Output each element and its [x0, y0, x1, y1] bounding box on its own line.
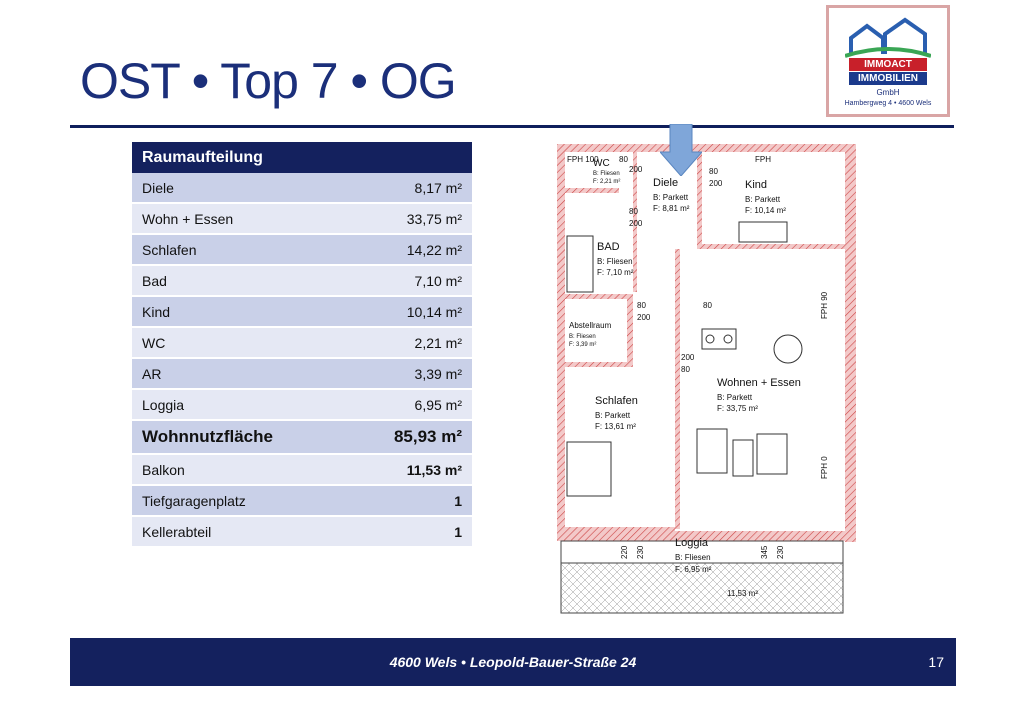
stove	[702, 329, 736, 349]
wall	[845, 152, 856, 542]
table-row	[132, 296, 472, 327]
table-row	[132, 203, 472, 234]
extra-value: 1	[312, 485, 472, 516]
room-area: 7,10 m²	[312, 265, 472, 296]
plan-dim: 345	[760, 545, 769, 559]
plan-label: FPH 90	[820, 291, 829, 319]
plan-dim: 80	[629, 207, 638, 216]
plan-room-floor: B: Parkett	[653, 193, 689, 202]
plan-room-area: F: 10,14 m²	[745, 206, 786, 215]
extra-value: 1	[312, 516, 472, 547]
plan-dim: 80	[681, 365, 690, 374]
plan-dim: 200	[709, 179, 723, 188]
plan-room-name: Diele	[653, 177, 679, 189]
room-area: 33,75 m²	[312, 203, 472, 234]
room-label: WC	[132, 327, 312, 358]
extra-label: Balkon	[132, 454, 312, 485]
room-table	[132, 142, 472, 548]
plan-room-area: F: 13,61 m²	[595, 422, 636, 431]
plan-dim: 80	[703, 301, 712, 310]
extra-label: Tiefgaragenplatz	[132, 485, 312, 516]
room-area: 8,17 m²	[312, 173, 472, 203]
plan-balkon-area: 11,53 m²	[727, 589, 758, 598]
table-row	[132, 358, 472, 389]
plan-label: FPH	[755, 155, 771, 164]
dining-table	[774, 335, 802, 363]
plan-room-name: Loggia	[675, 537, 709, 549]
plan-room-area: F: 8,81 m²	[653, 204, 690, 213]
armchair	[757, 434, 787, 474]
room-table-header: Raumaufteilung	[132, 142, 472, 173]
page-title: OST • Top 7 • OG	[80, 53, 456, 109]
plan-room-area: F: 6,95 m²	[675, 565, 712, 574]
table-row	[132, 389, 472, 420]
floor-plan	[557, 144, 856, 616]
plan-dim: 230	[776, 545, 785, 559]
logo-text-immobilien: IMMOBILIEN	[849, 72, 927, 85]
plan-room-floor: B: Parkett	[595, 411, 631, 420]
plan-dim: 80	[709, 167, 718, 176]
plan-room-floor: B: Fliesen	[569, 334, 596, 340]
plan-room-area: F: 33,75 m²	[717, 404, 758, 413]
plan-room-area: F: 7,10 m²	[597, 268, 634, 277]
table-row	[132, 265, 472, 296]
footer-address: 4600 Wels • Leopold-Bauer-Straße 24	[389, 654, 637, 670]
logo-text-gmbh: GmbH	[876, 88, 900, 97]
plan-label: FPH 0	[820, 456, 829, 479]
plan-dim: 200	[629, 165, 643, 174]
wall	[557, 144, 856, 152]
room-area: 14,22 m²	[312, 234, 472, 265]
room-label: Bad	[132, 265, 312, 296]
title-divider	[70, 125, 954, 128]
footer-bar	[70, 638, 956, 686]
room-label: Kind	[132, 296, 312, 327]
plan-room-name: BAD	[597, 241, 620, 253]
table-row	[132, 173, 472, 203]
table-row	[132, 327, 472, 358]
bathtub	[567, 236, 593, 292]
page-number: 17	[928, 654, 944, 670]
plan-room-floor: B: Fliesen	[597, 257, 633, 266]
room-label: Loggia	[132, 389, 312, 420]
room-label: Diele	[132, 173, 312, 203]
logo-address: Hambergweg 4 • 4600 Wels	[844, 100, 932, 107]
room-label: AR	[132, 358, 312, 389]
plan-room-area: F: 2,21 m²	[593, 179, 621, 185]
table-row	[132, 516, 472, 547]
double-bed	[567, 442, 611, 496]
extra-value: 11,53 m²	[312, 454, 472, 485]
entrance-arrow-icon	[660, 124, 702, 176]
table-row	[132, 234, 472, 265]
room-label: Schlafen	[132, 234, 312, 265]
total-label: Wohnnutzfläche	[132, 420, 312, 454]
plan-dim: 230	[636, 545, 645, 559]
plan-label: FPH 100	[567, 155, 599, 164]
total-area: 85,93 m²	[312, 420, 472, 454]
room-area: 2,21 m²	[312, 327, 472, 358]
plan-room-name: Schlafen	[595, 395, 638, 407]
plan-room-name: Kind	[745, 179, 768, 191]
plan-room-name: Wohnen + Essen	[717, 377, 801, 389]
company-logo	[826, 5, 950, 117]
wall	[557, 144, 565, 539]
plan-dim: 200	[637, 313, 651, 322]
plan-room-area: F: 3,39 m²	[569, 342, 597, 348]
plan-dim: 80	[637, 301, 646, 310]
room-area: 10,14 m²	[312, 296, 472, 327]
logo-text-immoact: IMMOACT	[849, 58, 927, 71]
room-area: 6,95 m²	[312, 389, 472, 420]
plan-dim: 200	[629, 219, 643, 228]
plan-dim: 220	[620, 545, 629, 559]
room-label: Wohn + Essen	[132, 203, 312, 234]
room-area: 3,39 m²	[312, 358, 472, 389]
plan-room-floor: B: Fliesen	[593, 171, 620, 177]
plan-dim: 200	[681, 353, 695, 362]
table-row	[132, 485, 472, 516]
houses-logo-icon	[845, 16, 931, 58]
plan-room-name: WC	[593, 158, 610, 169]
plan-room-name: Abstellraum	[569, 321, 612, 330]
table	[733, 440, 753, 476]
plan-room-floor: B: Parkett	[717, 393, 753, 402]
plan-room-floor: B: Parkett	[745, 195, 781, 204]
total-row	[132, 420, 472, 454]
sofa	[697, 429, 727, 473]
table-row	[132, 454, 472, 485]
plan-room-floor: B: Fliesen	[675, 553, 711, 562]
plan-dim: 80	[619, 155, 628, 164]
kind-bed	[739, 222, 787, 242]
extra-label: Kellerabteil	[132, 516, 312, 547]
